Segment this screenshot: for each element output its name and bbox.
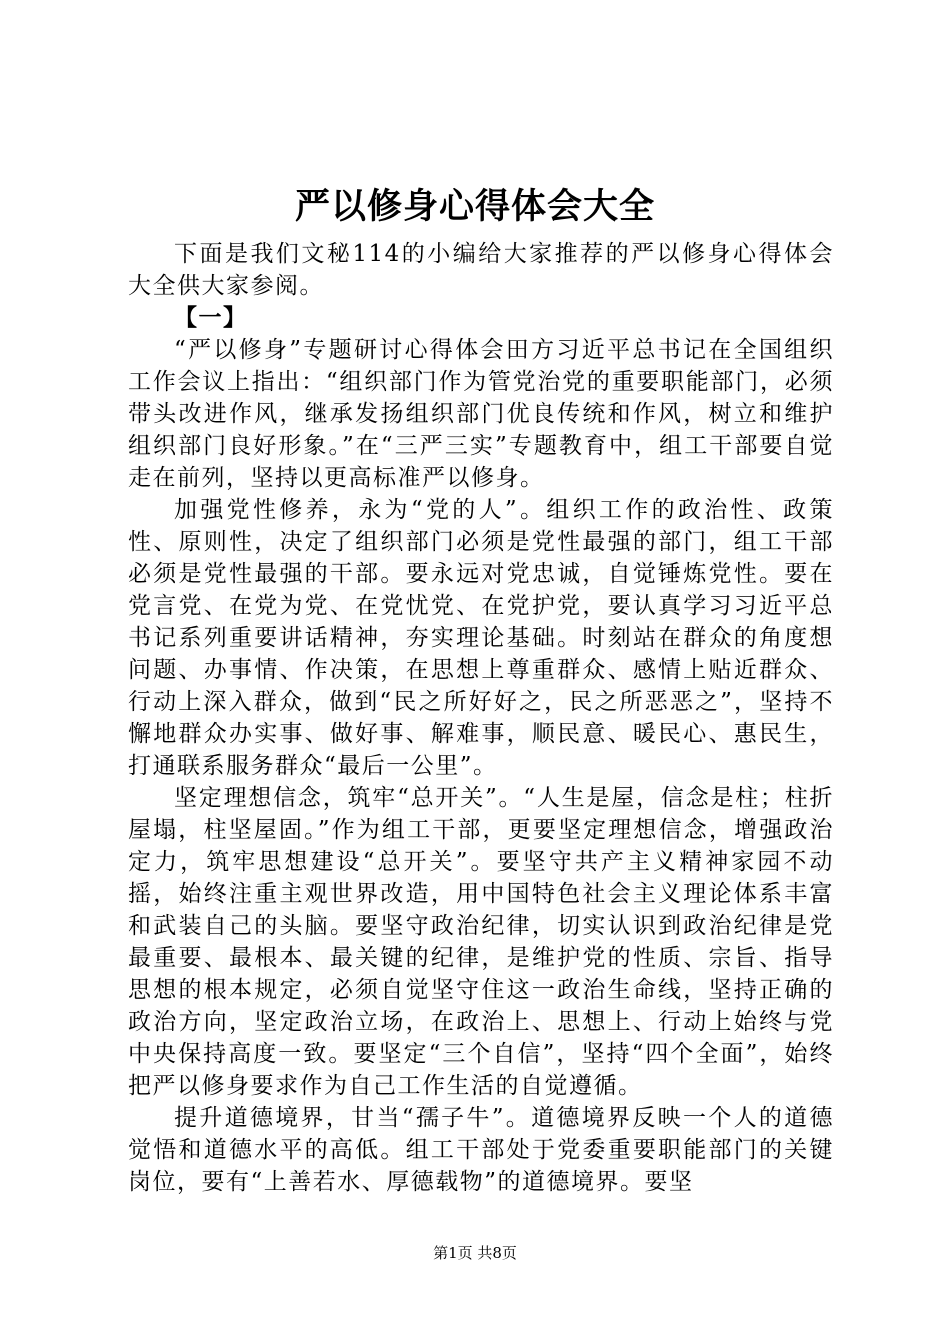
- document-title: 严以修身心得体会大全: [294, 186, 655, 227]
- section-heading: 【一】: [174, 304, 248, 331]
- body-paragraph: 提升道德境界，甘当“孺子牛”。道德境界反映一个人的道德觉悟和道德水平的高低。组工干部处于党委重要职能部门的关键岗位，要有“上善若水、厚德载物”的道德境界。要坚: [128, 1105, 834, 1195]
- document-body: [128, 238, 834, 1198]
- body-paragraph: “严以修身”专题研讨心得体会田方习近平总书记在全国组织工作会议上指出：“组织部门作为管党治党的重要职能部门，必须带头改进作风，继承发扬组织部门优良传统和作风，树立和维护组织部门良好形象。”在“三严三实”专题教育中，组工干部要自觉走在前列，坚持以更高标准严以修身。: [128, 337, 834, 491]
- intro-paragraph: 下面是我们文秘114的小编给大家推荐的严以修身心得体会大全供大家参阅。: [128, 241, 834, 299]
- page-footer: 第1页 共8页: [433, 1244, 517, 1262]
- body-paragraph: 坚定理想信念，筑牢“总开关”。“人生是屋，信念是柱；柱折屋塌，柱坚屋固。”作为组工干部，更要坚定理想信念，增强政治定力，筑牢思想建设“总开关”。要坚守共产主义精神家园不动摇，始终注重主观世界改造，用中国特色社会主义理论体系丰富和武装自己的头脑。要坚守政治纪律，切实认识到政治纪律是党最重要、最根本、最关键的纪律，是维护党的性质、宗旨、指导思想的根本规定，必须自觉坚守住这一政治生命线，坚持正确的政治方向，坚定政治立场，在政治上、思想上、行动上始终与党中央保持高度一致。要坚定“三个自信”，坚持“四个全面”，始终把严以修身要求作为自己工作生活的自觉遵循。: [128, 785, 834, 1099]
- body-paragraph: 加强党性修养，永为“党的人”。组织工作的政治性、政策性、原则性，决定了组织部门必须是党性最强的部门，组工干部必须是党性最强的干部。要永远对党忠诚，自觉锤炼党性。要在党言党、在党为党、在党忧党、在党护党，要认真学习习近平总书记系列重要讲话精神，夯实理论基础。时刻站在群众的角度想问题、办事情、作决策，在思想上尊重群众、感情上贴近群众、行动上深入群众，做到“民之所好好之，民之所恶恶之”，坚持不懈地群众办实事、做好事、解难事，顺民意、暖民心、惠民生，打通联系服务群众“最后一公里”。: [128, 497, 834, 779]
